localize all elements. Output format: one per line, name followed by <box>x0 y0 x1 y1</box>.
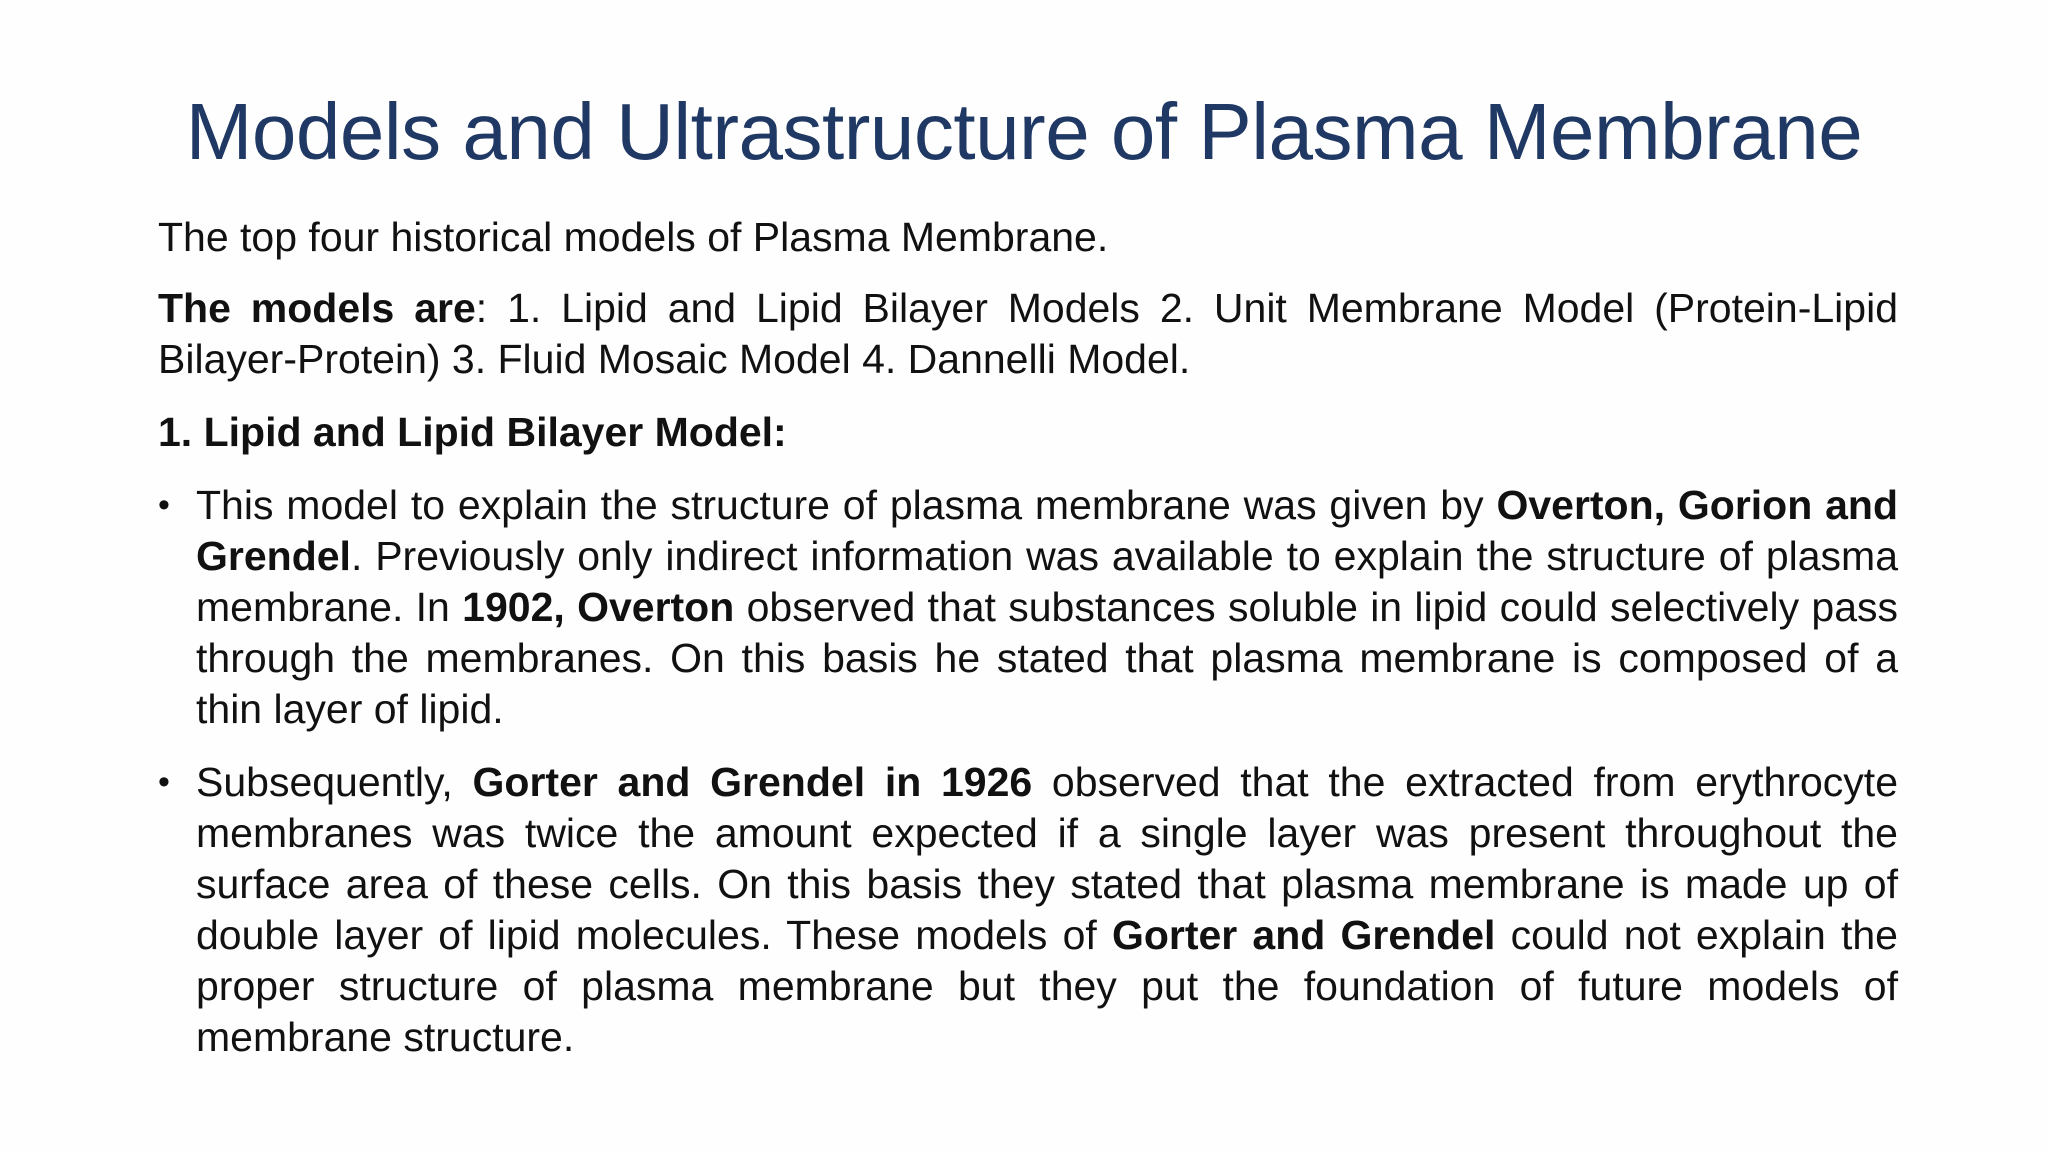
bullet-bold-text: Overton, Gorion and Grendel <box>196 482 1898 579</box>
bullet-text: This model to explain the structure of plasma membrane was given by <box>196 482 1497 528</box>
bullet-bold-text: Gorter and Grendel in 1926 <box>472 759 1033 805</box>
bullet-icon: • <box>158 763 170 801</box>
bullet-icon: • <box>158 486 170 524</box>
models-label: The models are <box>158 285 476 331</box>
bullet-bold-text: Gorter and Grendel <box>1111 912 1496 958</box>
bullet-bold-text: 1902, Overton <box>462 584 735 630</box>
bullet-text: Subsequently, <box>196 759 473 805</box>
bullet-item <box>158 480 1898 735</box>
bullet-text: . Previously only indirect information was available to explain the structure of plasma membrane. In <box>196 533 1898 630</box>
bullet-text: observed that the extracted from erythrocyte membranes was twice the amount expected if a single layer was present throughout the surface area of these cells. On this basis they stated that plasma membrane is made up of double layer of lipid molecules. These models of <box>196 759 1898 958</box>
bullet-text: observed that substances soluble in lipid could selectively pass through the membranes. On this basis he stated that plasma membrane is composed of a thin layer of lipid. <box>196 584 1898 732</box>
intro-paragraph: The top four historical models of Plasma Membrane. <box>158 214 1109 260</box>
bullet-item <box>158 757 1898 1063</box>
slide-title: Models and Ultrastructure of Plasma Membrane <box>185 87 1863 176</box>
section-heading: 1. Lipid and Lipid Bilayer Model: <box>158 409 787 455</box>
models-paragraph <box>158 283 1898 385</box>
bullet-list <box>158 480 1898 1063</box>
slide-body <box>158 212 1898 1085</box>
bullet-text: could not explain the proper structure of plasma membrane but they put the foundation of future models of membrane structure. <box>196 912 1898 1060</box>
models-list-text: : 1. Lipid and Lipid Bilayer Models 2. Unit Membrane Model (Protein-Lipid Bilayer-Protein) 3. Fluid Mosaic Model 4. Dannelli Model. <box>158 285 1898 382</box>
